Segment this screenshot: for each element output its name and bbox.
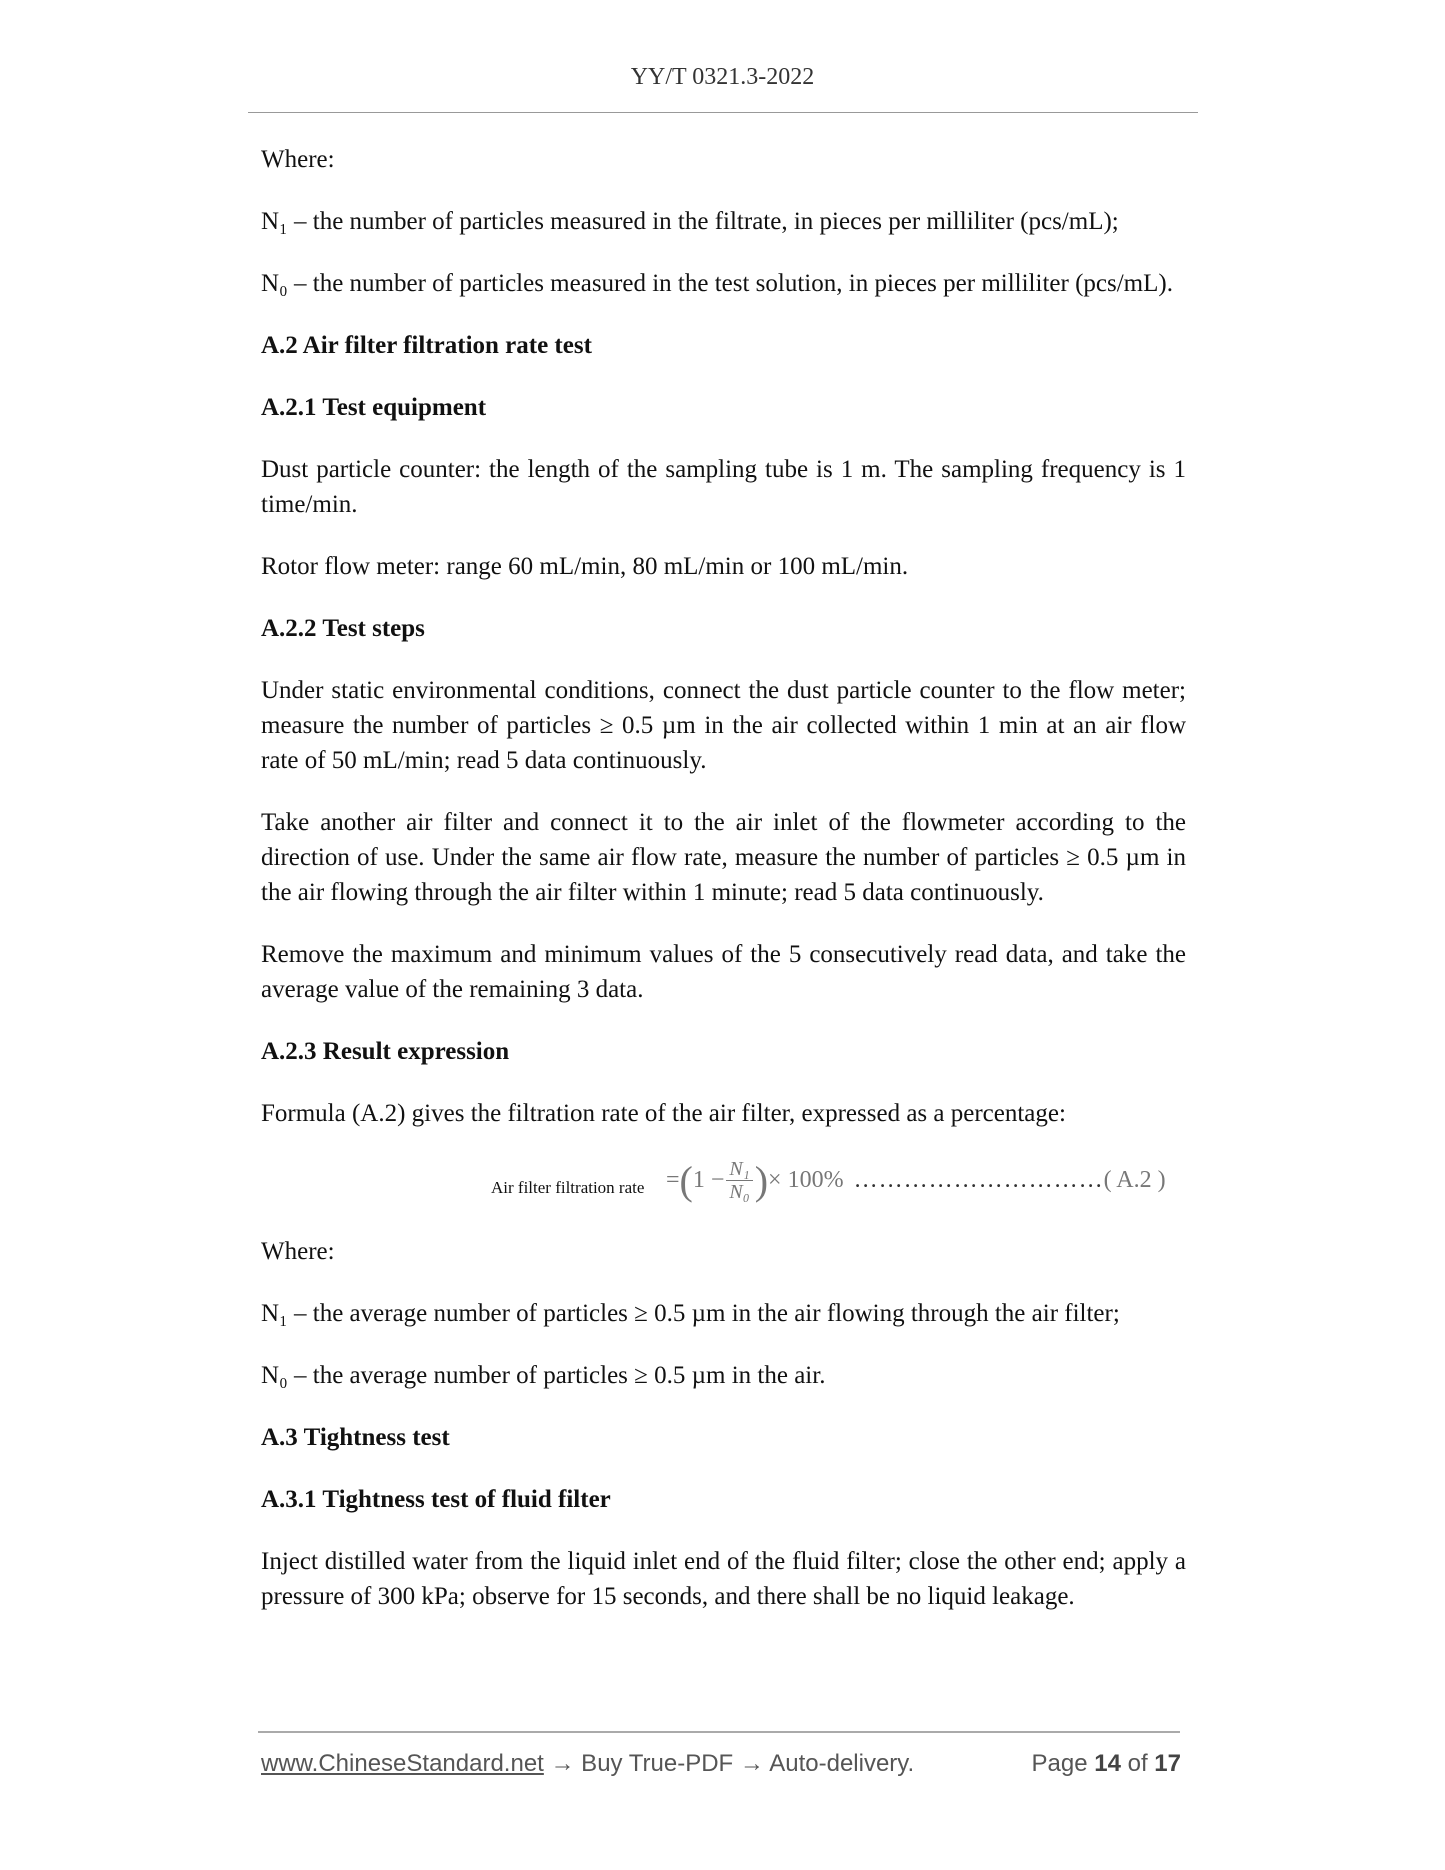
footer-divider xyxy=(258,1731,1180,1733)
header-divider xyxy=(248,112,1198,113)
steps-paragraph-3: Remove the maximum and minimum values of the 5 consecutively read data, and take the average value of the remaining 3 data. xyxy=(261,941,1186,1003)
inject-paragraph: Inject distilled water from the liquid inlet end of the fluid filter; close the other end; apply a pressure of 300 kPa; observe for 15 seconds, and there shall be no liquid leakage. xyxy=(261,1548,1186,1610)
rotor-flow-paragraph: Rotor flow meter: range 60 mL/min, 80 mL/min or 100 mL/min. xyxy=(261,553,909,580)
formula-dots: ………………………… xyxy=(853,1167,1104,1193)
n0-definition-2: N₀ – the average number of particles ≥ 0.5 µm in the air. xyxy=(261,1362,826,1389)
n1-definition-2: N₁ – the average number of particles ≥ 0.5 µm in the air flowing through the air filter; xyxy=(261,1300,1120,1327)
section-a3-heading: A.3 Tightness test xyxy=(261,1424,450,1451)
footer xyxy=(261,1750,1181,1778)
website-link[interactable]: www.ChineseStandard.net xyxy=(261,1750,544,1777)
document-id-header: YY/T 0321.3-2022 xyxy=(630,64,815,90)
formula-number: ( A.2 ) xyxy=(1103,1167,1166,1193)
section-a2-heading: A.2 Air filter filtration rate test xyxy=(261,332,592,359)
steps-paragraph-1: Under static environmental conditions, connect the dust particle counter to the flow meter; measure the number of particles ≥ 0.5 µm in the air collected within 1 min at an air flow rate of 50 mL/min; read 5 data continuously. xyxy=(261,677,1186,774)
formula-intro: Formula (A.2) gives the filtration rate of the air filter, expressed as a percentage: xyxy=(261,1100,1066,1127)
formula-one-minus: 1 − xyxy=(692,1167,725,1193)
section-a22-heading: A.2.2 Test steps xyxy=(261,615,425,642)
total-pages: 17 xyxy=(1154,1750,1181,1777)
section-a23-heading: A.2.3 Result expression xyxy=(261,1038,510,1065)
formula-equals: = xyxy=(666,1167,680,1193)
formula-expression: = ( 1 − $\frac{\text{N₁}}{\text{N₀}}$ ) × 100% ………………………… ( A.2 ) xyxy=(666,1158,1166,1203)
formula-numerator: N₁ xyxy=(726,1158,752,1181)
formula-denominator: N₀ xyxy=(729,1181,750,1203)
formula-label: Air filter filtration rate xyxy=(491,1178,645,1197)
where-label: Where: xyxy=(261,146,335,173)
formula-a2 xyxy=(261,1152,1186,1212)
formula-times: × 100% xyxy=(768,1167,844,1193)
n1-definition: N₁ – the number of particles measured in the filtrate, in pieces per milliliter (pcs/mL); xyxy=(261,208,1119,235)
where-label-2: Where: xyxy=(261,1238,335,1265)
page-content xyxy=(261,142,1186,1641)
n0-definition: N₀ – the number of particles measured in the test solution, in pieces per milliliter (pcs/mL). xyxy=(261,270,1173,297)
formula-fraction xyxy=(726,1158,752,1203)
page-indicator: Page 14 of 17 xyxy=(1031,1750,1181,1777)
steps-paragraph-2: Take another air filter and connect it to the air inlet of the flowmeter according to the direction of use. Under the same air flow rate, measure the number of particles ≥ 0.5 µm in the air flowing through the air filter within 1 minute; read 5 data continuously. xyxy=(261,809,1186,906)
section-a31-heading: A.3.1 Tightness test of fluid filter xyxy=(261,1486,611,1513)
current-page: 14 xyxy=(1094,1750,1121,1777)
section-a21-heading: A.2.1 Test equipment xyxy=(261,394,487,421)
dust-counter-paragraph: Dust particle counter: the length of the sampling tube is 1 m. The sampling frequency is 1 time/min. xyxy=(261,456,1186,518)
footer-tagline: → Buy True-PDF → Auto-delivery. xyxy=(543,1750,915,1777)
